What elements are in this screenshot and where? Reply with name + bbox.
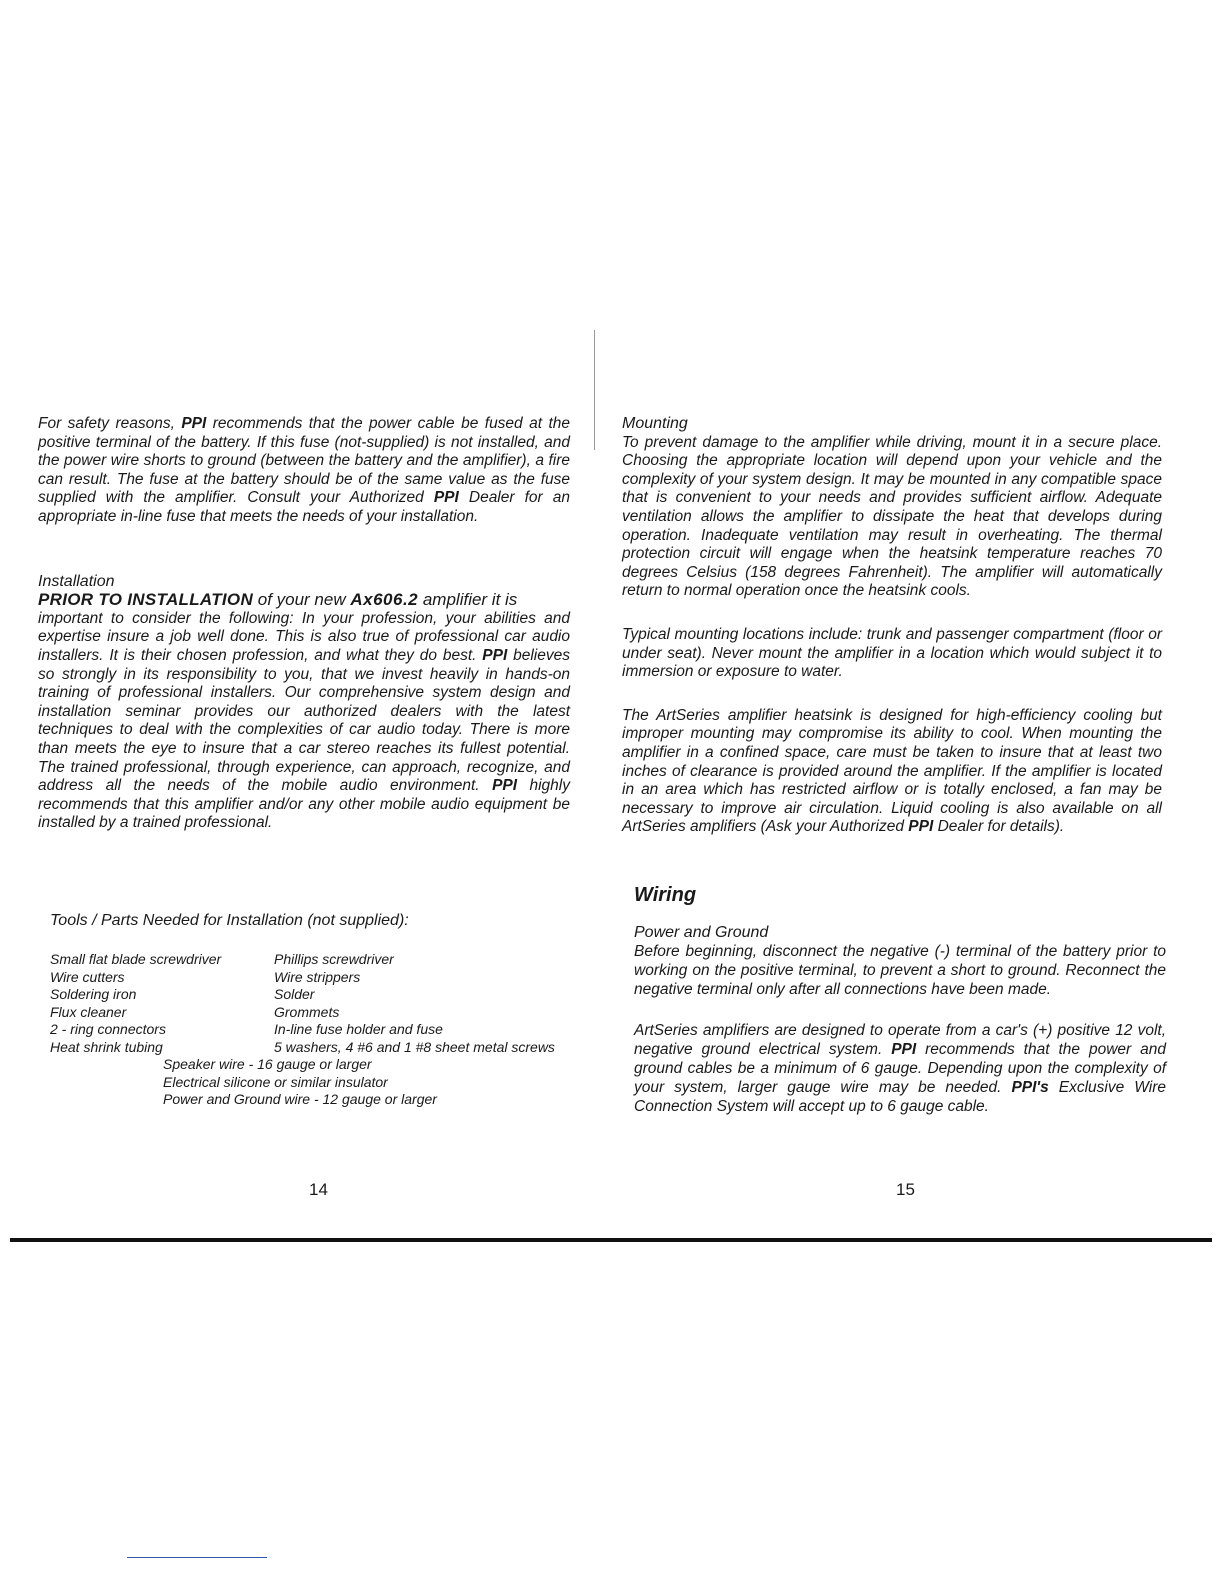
tools-title: Tools / Parts Needed for Installation (not supplied):	[50, 912, 409, 929]
tool-item: 2 - ring connectors	[50, 1021, 166, 1038]
tool-item: Speaker wire - 16 gauge or larger	[163, 1056, 372, 1072]
extra-parts-list	[163, 1056, 437, 1109]
model-name: Ax606.2	[350, 590, 419, 610]
mounting-body: To prevent damage to the amplifier while driving, mount it in a secure place. Choosing the appropriate location will depend upon your vehicle and the complexity of your system design. It may be mounted in any compatible space that is convenient to your needs and provides sufficient airflow. Adequate ventilation allows the amplifier to dissipate the heat that develops during operation. Inadequate ventilation may result in overheating. The thermal protection circuit will engage when the heatsink temperature reaches 70 degrees Celsius (158 degrees Fahrenheit). The amplifier will automatically return to normal operation once the heatsink cools.	[622, 433, 1162, 600]
wiring-heading: Wiring	[634, 884, 697, 906]
tool-item: Power and Ground wire - 12 gauge or larger	[163, 1091, 437, 1108]
center-fold-line	[594, 330, 595, 450]
bottom-divider	[10, 1238, 1212, 1242]
brand-ppi: PPI	[482, 646, 508, 664]
right-page-column	[622, 415, 1162, 837]
footnote-line	[127, 1557, 267, 1558]
tool-item: Electrical silicone or similar insulator	[163, 1073, 388, 1090]
page-number-left: 14	[309, 1180, 328, 1199]
tool-item: Wire cutters	[50, 968, 125, 985]
mounting-heading: Mounting	[622, 415, 688, 432]
power-ground-body: Before beginning, disconnect the negative (-) terminal of the battery prior to working on the positive terminal, to prevent a short to ground. Reconnect the negative terminal only after all connections have been made.	[634, 943, 1166, 998]
tool-item: Phillips screwdriver	[274, 951, 394, 967]
installation-heading: Installation	[38, 572, 115, 590]
tool-item: Soldering iron	[50, 986, 137, 1003]
tool-item: Heat shrink tubing	[50, 1038, 163, 1055]
power-ground-heading: Power and Ground	[634, 924, 769, 941]
artseries-cooling-paragraph: The ArtSeries amplifier heatsink is designed for high-efficiency cooling but improper mounting may compromise its ability to cool. When mounting the amplifier in a confined space, care must be taken to insure that at least two inches of clearance is provided around the amplifier. If the amplifier is located in an area which has restricted airflow or is totally enclosed, a fan may be necessary to improve air circulation. Liquid cooling is also available on all ArtSeries amplifiers (Ask your Authorized PPI Dealer for details).	[622, 706, 1162, 836]
tool-item: Flux cleaner	[50, 1003, 127, 1020]
typical-locations-paragraph: Typical mounting locations include: trunk and passenger compartment (floor or under seat). Never mount the amplifier in a location which would subject it to immersion or exposure to water.	[622, 625, 1162, 681]
installation-lead: PRIOR TO INSTALLATION of your new Ax606.2 amplifier it is	[38, 590, 518, 610]
brand-ppi: PPI	[891, 1041, 917, 1058]
tool-item: Wire strippers	[274, 968, 361, 985]
brand-ppi: PPI	[433, 489, 459, 507]
brand-ppi: PPI's	[1011, 1079, 1049, 1096]
installation-body: important to consider the following: In your profession, your abilities and expertise insure a job well done. This is also true of professional car audio installers. It is their chosen profession, and what they do best. PPI believes so strongly in its responsibility to you, that we invest heavily in hands-on training of professional installers. Our comprehensive system design and installation seminar provides our authorized dealers with the latest techniques to deal with the complexities of car audio today. There is more than meets the eye to insure that a car stereo reaches its fullest potential. The trained professional, through experience, can approach, recognize, and address all the needs of the mobile audio environment. PPI highly recommends that this amplifier and/or any other mobile audio equipment be installed by a trained professional.	[38, 609, 570, 832]
tool-item: 5 washers, 4 #6 and 1 #8 sheet metal screws	[274, 1038, 555, 1055]
tool-item: Small flat blade screwdriver	[50, 951, 222, 967]
tool-item: In-line fuse holder and fuse	[274, 1021, 443, 1038]
safety-paragraph: For safety reasons, PPI recommends that the power cable be fused at the positive terminal of the battery. If this fuse (not-supplied) is not installed, and the power wire shorts to ground (between the battery and the amplifier), a fire can result. The fuse at the battery should be of the same value as the fuse supplied with the amplifier. Consult your Authorized PPI Dealer for an appropriate in-line fuse that meets the needs of your installation.	[38, 415, 570, 525]
page-number-right: 15	[896, 1180, 915, 1199]
wiring-section	[634, 886, 1166, 1116]
tool-item: Grommets	[274, 1003, 340, 1020]
left-page-column	[38, 415, 570, 833]
tool-item: Solder	[274, 986, 315, 1003]
artseries-electrical-paragraph: ArtSeries amplifiers are designed to operate from a car's (+) positive 12 volt, negative ground electrical system. PPI recommends that the power and ground cables be a minimum of 6 gauge. Depending upon the complexity of your system, larger gauge wire may be needed. PPI's Exclusive Wire Connection System will accept up to 6 gauge cable.	[634, 1022, 1166, 1115]
tools-list	[50, 951, 590, 1057]
brand-ppi: PPI	[908, 818, 934, 836]
brand-ppi: PPI	[181, 415, 207, 432]
brand-ppi: PPI	[492, 777, 518, 795]
